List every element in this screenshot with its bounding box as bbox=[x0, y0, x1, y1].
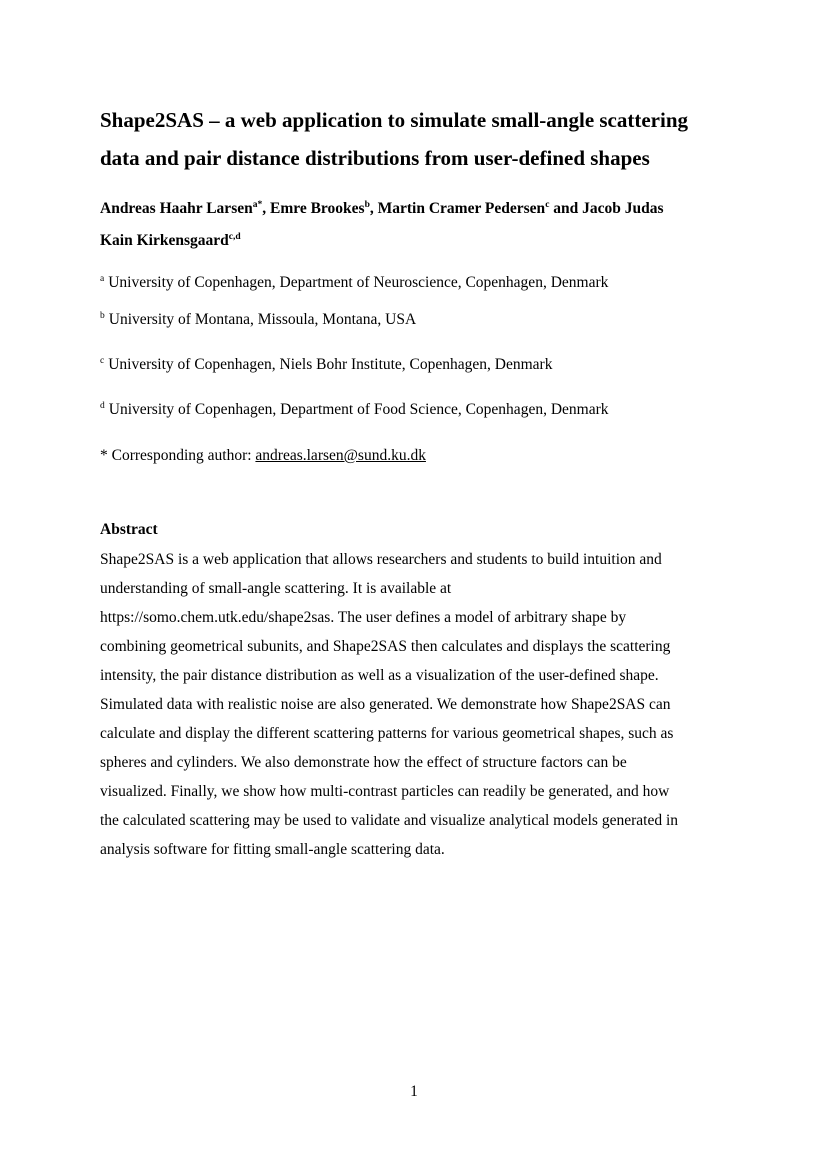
author-separator: , bbox=[369, 200, 378, 217]
author-name-part: Jacob Judas bbox=[582, 200, 664, 217]
abstract-line: Shape2SAS is a web application that allows researchers and students to build intuition and bbox=[100, 551, 662, 568]
abstract-line: combining geometrical subunits, and Shape2SAS then calculates and displays the scattering bbox=[100, 638, 671, 655]
abstract-line: understanding of small-angle scattering. It is available at bbox=[100, 580, 452, 597]
affiliation-mark: c bbox=[100, 356, 105, 366]
affiliation-a bbox=[100, 272, 608, 296]
affiliation-b bbox=[100, 309, 416, 333]
affiliation-d bbox=[100, 399, 609, 423]
author-name: Emre Brookes bbox=[269, 200, 365, 217]
corresponding-email-link[interactable]: andreas.larsen@sund.ku.dk bbox=[255, 447, 426, 464]
title-line-2: data and pair distance distributions from user-defined shapes bbox=[100, 146, 650, 170]
author-affil-mark: c bbox=[545, 200, 550, 210]
author-affil-mark: b bbox=[364, 200, 370, 210]
abstract-line: calculate and display the different scattering patterns for various geometrical shapes, such as bbox=[100, 725, 674, 742]
abstract-line: the calculated scattering may be used to validate and visualize analytical models generated in bbox=[100, 812, 679, 829]
title-line-1: Shape2SAS – a web application to simulate small-angle scattering bbox=[100, 108, 689, 132]
abstract-line: intensity, the pair distance distribution as well as a visualization of the user-defined shape. bbox=[100, 667, 659, 684]
author-name-part: Kain Kirkensgaard bbox=[100, 232, 229, 249]
abstract-line: https://somo.chem.utk.edu/shape2sas. The user defines a model of arbitrary shape by bbox=[100, 609, 627, 626]
author-affil-mark: c,d bbox=[228, 232, 241, 242]
author-separator: , bbox=[262, 200, 270, 217]
affiliation-c bbox=[100, 354, 552, 378]
author-line-1 bbox=[100, 194, 740, 226]
abstract-line: analysis software for fitting small-angle scattering data. bbox=[100, 841, 445, 858]
author-separator: and bbox=[549, 200, 583, 217]
affiliation-mark: d bbox=[100, 401, 105, 411]
paper-title bbox=[100, 101, 740, 177]
corresponding-author bbox=[100, 445, 426, 467]
author-name: Martin Cramer Pedersen bbox=[377, 200, 546, 217]
affiliation-text: University of Montana, Missoula, Montana, USA bbox=[108, 311, 417, 328]
author-affil-mark: a* bbox=[252, 200, 263, 210]
affiliation-text: University of Copenhagen, Niels Bohr Institute, Copenhagen, Denmark bbox=[108, 356, 553, 373]
affiliation-text: University of Copenhagen, Department of Neuroscience, Copenhagen, Denmark bbox=[108, 274, 609, 291]
abstract-line: spheres and cylinders. We also demonstrate how the effect of structure factors can be bbox=[100, 754, 627, 771]
author-name: Andreas Haahr Larsen bbox=[100, 200, 253, 217]
abstract-line: visualized. Finally, we show how multi-contrast particles can readily be generated, and how bbox=[100, 783, 670, 800]
author-line-2 bbox=[100, 226, 740, 258]
affiliation-mark: b bbox=[100, 311, 105, 321]
abstract-body bbox=[100, 545, 740, 864]
abstract-heading: Abstract bbox=[100, 521, 158, 538]
affiliation-mark: a bbox=[100, 274, 105, 284]
abstract-line: Simulated data with realistic noise are also generated. We demonstrate how Shape2SAS can bbox=[100, 696, 671, 713]
affiliation-text: University of Copenhagen, Department of Food Science, Copenhagen, Denmark bbox=[108, 401, 609, 418]
corresponding-label: * Corresponding author: bbox=[100, 447, 256, 464]
page-number: 1 bbox=[410, 1083, 418, 1100]
author-list bbox=[100, 194, 740, 258]
